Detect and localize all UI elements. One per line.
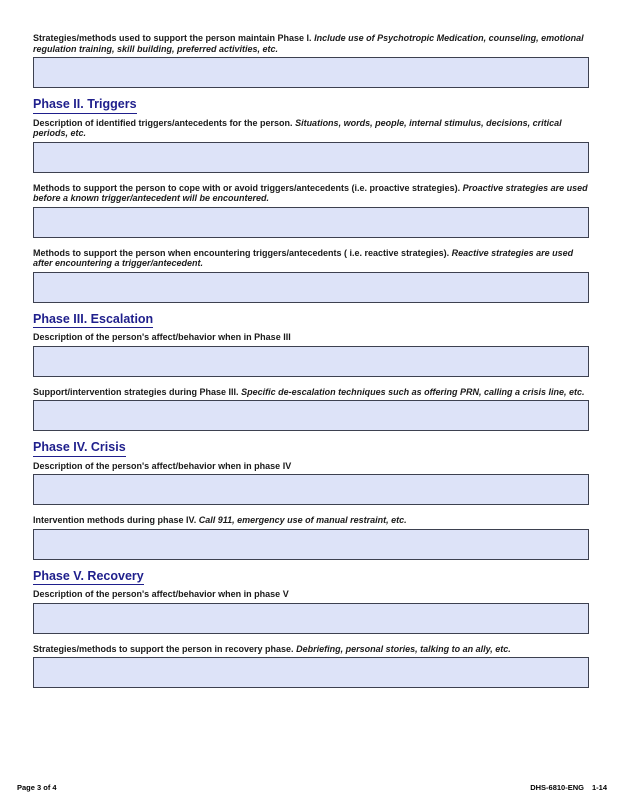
section-phase2-triggers [33, 98, 589, 303]
phase3-behavior-description-input[interactable] [33, 346, 589, 377]
form-revision-text: 1-14 [591, 783, 607, 792]
section-phase4-crisis [33, 441, 589, 560]
field-label [33, 248, 589, 269]
field-hint-text: Proactive strategies are used before a known trigger/antecedent will be encountered. [33, 182, 588, 203]
field-label-text: Methods to support the person when encountering triggers/antecedents ( i.e. reactive strategies). [33, 247, 450, 258]
field-hint-text: Reactive strategies are used after encountering a trigger/antecedent. [33, 247, 574, 268]
section-heading-phase5 [33, 570, 589, 586]
field-label [33, 461, 589, 472]
section-heading-text: Phase IV. Crisis [33, 441, 126, 457]
section-heading-phase2 [33, 98, 589, 114]
section-phase5-recovery [33, 570, 589, 689]
field-label [33, 589, 589, 600]
section-phase1 [33, 33, 589, 88]
field-label [33, 118, 589, 139]
section-heading-text: Phase III. Escalation [33, 313, 153, 329]
field-label-text: Description of the person's affect/behavior when in phase V [33, 589, 289, 599]
phase5-recovery-strategies-input[interactable] [33, 657, 589, 688]
field-label [33, 644, 589, 655]
field-label-text: Description of identified triggers/antecedents for the person. [33, 117, 293, 128]
triggers-description-input[interactable] [33, 142, 589, 173]
phase4-behavior-description-input[interactable] [33, 474, 589, 505]
form-number [530, 783, 607, 792]
phase1-maintain-strategies-input[interactable] [33, 57, 589, 88]
field-label-text: Methods to support the person to cope with or avoid triggers/antecedents (i.e. proactive strategies). [33, 182, 461, 193]
field-label-text: Intervention methods during phase IV. [33, 515, 197, 525]
field-label [33, 387, 589, 398]
section-heading-phase3 [33, 313, 589, 329]
field-hint-text: Include use of Psychotropic Medication, counseling, emotional regulation training, skill building, preferred activities, etc. [33, 33, 584, 54]
form-content [33, 33, 589, 698]
field-label [33, 332, 589, 343]
phase5-behavior-description-input[interactable] [33, 603, 589, 634]
section-heading-text: Phase II. Triggers [33, 98, 137, 114]
field-label-text: Description of the person's affect/behavior when in Phase III [33, 332, 291, 342]
form-number-text: DHS-6810-ENG [530, 783, 584, 792]
field-label-text: Description of the person's affect/behavior when in phase IV [33, 460, 292, 471]
section-phase3-escalation [33, 313, 589, 432]
reactive-strategies-input[interactable] [33, 272, 589, 303]
field-hint-text: Situations, words, people, internal stimulus, decisions, critical periods, etc. [33, 117, 562, 138]
section-heading-text: Phase V. Recovery [33, 570, 144, 586]
phase4-intervention-methods-input[interactable] [33, 529, 589, 560]
field-label-text: Support/intervention strategies during Phase III. [33, 386, 239, 397]
field-hint-text: Call 911, emergency use of manual restraint, etc. [198, 515, 407, 525]
field-hint-text: Specific de-escalation techniques such as offering PRN, calling a crisis line, etc. [241, 386, 585, 397]
page-number: Page 3 of 4 [17, 783, 57, 792]
field-label [33, 515, 589, 526]
proactive-strategies-input[interactable] [33, 207, 589, 238]
section-heading-phase4 [33, 441, 589, 457]
phase3-support-strategies-input[interactable] [33, 400, 589, 431]
field-label [33, 183, 589, 204]
field-label-text: Strategies/methods to support the person in recovery phase. [33, 643, 294, 654]
field-label-text: Strategies/methods used to support the person maintain Phase I. [33, 33, 312, 43]
field-label [33, 33, 589, 54]
page-footer [0, 783, 623, 793]
field-hint-text: Debriefing, personal stories, talking to an ally, etc. [296, 643, 511, 654]
